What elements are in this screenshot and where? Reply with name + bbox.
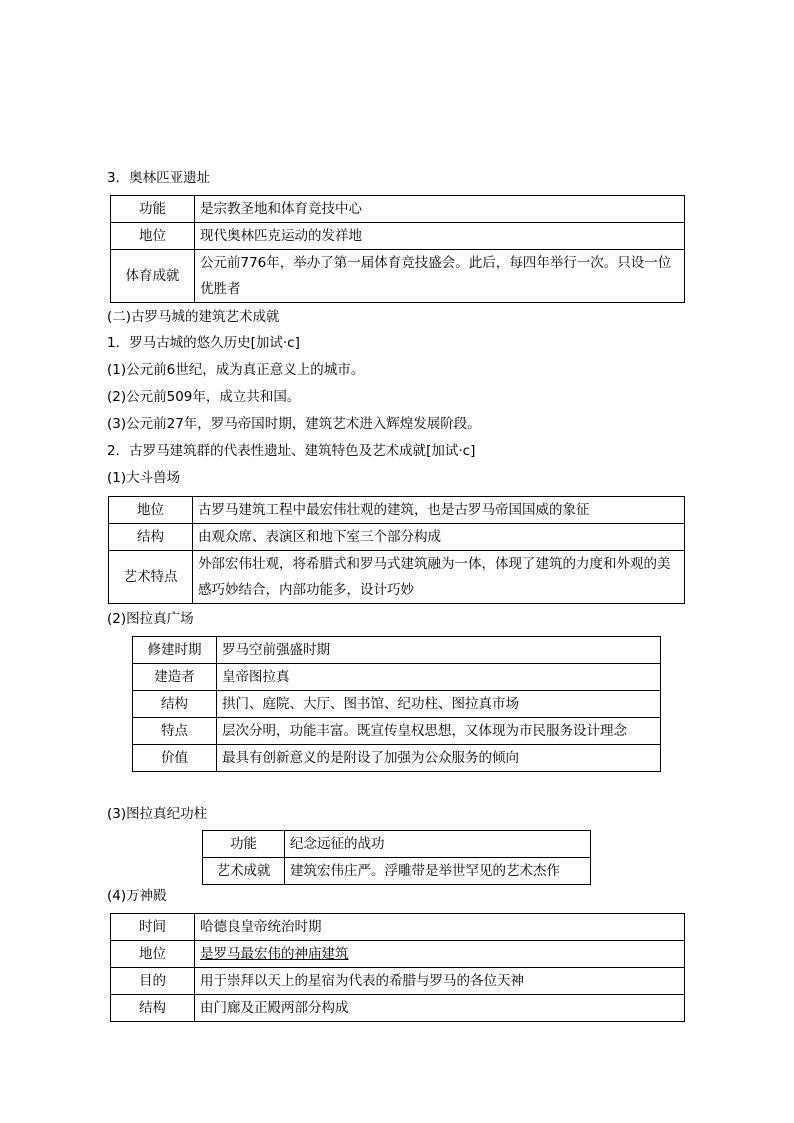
table-row — [111, 968, 685, 995]
rome-history-item: (2)公元前509年，成立共和国。 — [107, 389, 301, 405]
olympia-table — [110, 195, 685, 303]
table-value: 是宗教圣地和体育竞技中心 — [195, 196, 685, 223]
table-label: 价值 — [133, 745, 217, 772]
table-value: 用于崇拜以天上的星宿为代表的希腊与罗马的各位天神 — [195, 968, 685, 995]
table-label: 时间 — [111, 914, 195, 941]
trajan-forum-table — [132, 636, 661, 772]
pantheon-table — [110, 913, 685, 1022]
table-value: 层次分明，功能丰富。既宣传皇权思想，又体现为市民服务设计理念 — [217, 718, 661, 745]
table-label: 结构 — [109, 524, 193, 551]
pantheon-heading: (4)万神殿 — [107, 888, 167, 904]
colosseum-heading: (1)大斗兽场 — [107, 470, 181, 486]
table-label: 功能 — [111, 196, 195, 223]
table-row — [111, 941, 685, 968]
table-label: 特点 — [133, 718, 217, 745]
table-value: 皇帝图拉真 — [217, 664, 661, 691]
table-value: 建筑宏伟庄严。浮雕带是举世罕见的艺术杰作 — [285, 858, 591, 885]
table-label: 地位 — [111, 941, 195, 968]
table-row — [111, 914, 685, 941]
rome-history-item: (1)公元前6世纪，成为真正意义上的城市。 — [107, 362, 365, 378]
table-row — [133, 664, 661, 691]
table-row — [133, 745, 661, 772]
table-label: 建造者 — [133, 664, 217, 691]
table-value: 最具有创新意义的是附设了加强为公众服务的倾向 — [217, 745, 661, 772]
trajan-forum-heading: (2)图拉真广场 — [107, 611, 194, 627]
rome-history-item: (3)公元前27年，罗马帝国时期，建筑艺术进入辉煌发展阶段。 — [107, 416, 481, 432]
table-label: 目的 — [111, 968, 195, 995]
table-label: 体育成就 — [111, 250, 195, 303]
table-row — [111, 250, 685, 303]
table-value: 由门廊及正殿两部分构成 — [195, 995, 685, 1022]
table-row — [133, 637, 661, 664]
table-row — [111, 995, 685, 1022]
table-value: 纪念远征的战功 — [285, 831, 591, 858]
table-value: 是罗马最宏伟的神庙建筑 — [195, 941, 685, 968]
table-label: 修建时期 — [133, 637, 217, 664]
table-row — [133, 718, 661, 745]
table-row — [111, 196, 685, 223]
olympia-heading: 3．奥林匹亚遗址 — [107, 170, 211, 186]
rome-buildings-heading: 2．古罗马建筑群的代表性遗址、建筑特色及艺术成就[加试·c] — [107, 443, 476, 459]
table-label: 结构 — [133, 691, 217, 718]
table-label: 艺术成就 — [203, 858, 285, 885]
table-label: 功能 — [203, 831, 285, 858]
table-label: 艺术特点 — [109, 551, 193, 604]
trajan-column-table — [202, 830, 591, 885]
table-label: 结构 — [111, 995, 195, 1022]
table-value: 拱门、庭院、大厅、图书馆、纪功柱、图拉真市场 — [217, 691, 661, 718]
table-value: 古罗马建筑工程中最宏伟壮观的建筑，也是古罗马帝国国威的象征 — [193, 497, 685, 524]
table-row — [109, 551, 685, 604]
table-value: 外部宏伟壮观，将希腊式和罗马式建筑融为一体，体现了建筑的力度和外观的美感巧妙结合，内部功能多，设计巧妙 — [193, 551, 685, 604]
trajan-column-heading: (3)图拉真纪功柱 — [107, 806, 208, 822]
table-value: 现代奥林匹克运动的发祥地 — [195, 223, 685, 250]
table-row — [203, 831, 591, 858]
table-label: 地位 — [109, 497, 193, 524]
table-value: 由观众席、表演区和地下室三个部分构成 — [193, 524, 685, 551]
rome-history-heading: 1．罗马古城的悠久历史[加试·c] — [107, 335, 300, 351]
table-row — [203, 858, 591, 885]
section2-heading: (二)古罗马城的建筑艺术成就 — [107, 309, 280, 325]
table-row — [109, 497, 685, 524]
table-value: 哈德良皇帝统治时期 — [195, 914, 685, 941]
table-row — [111, 223, 685, 250]
table-row — [133, 691, 661, 718]
table-value: 罗马空前强盛时期 — [217, 637, 661, 664]
table-label: 地位 — [111, 223, 195, 250]
colosseum-table — [108, 496, 685, 604]
table-row — [109, 524, 685, 551]
table-value: 公元前776年，举办了第一届体育竞技盛会。此后，每四年举行一次。只设一位优胜者 — [195, 250, 685, 303]
